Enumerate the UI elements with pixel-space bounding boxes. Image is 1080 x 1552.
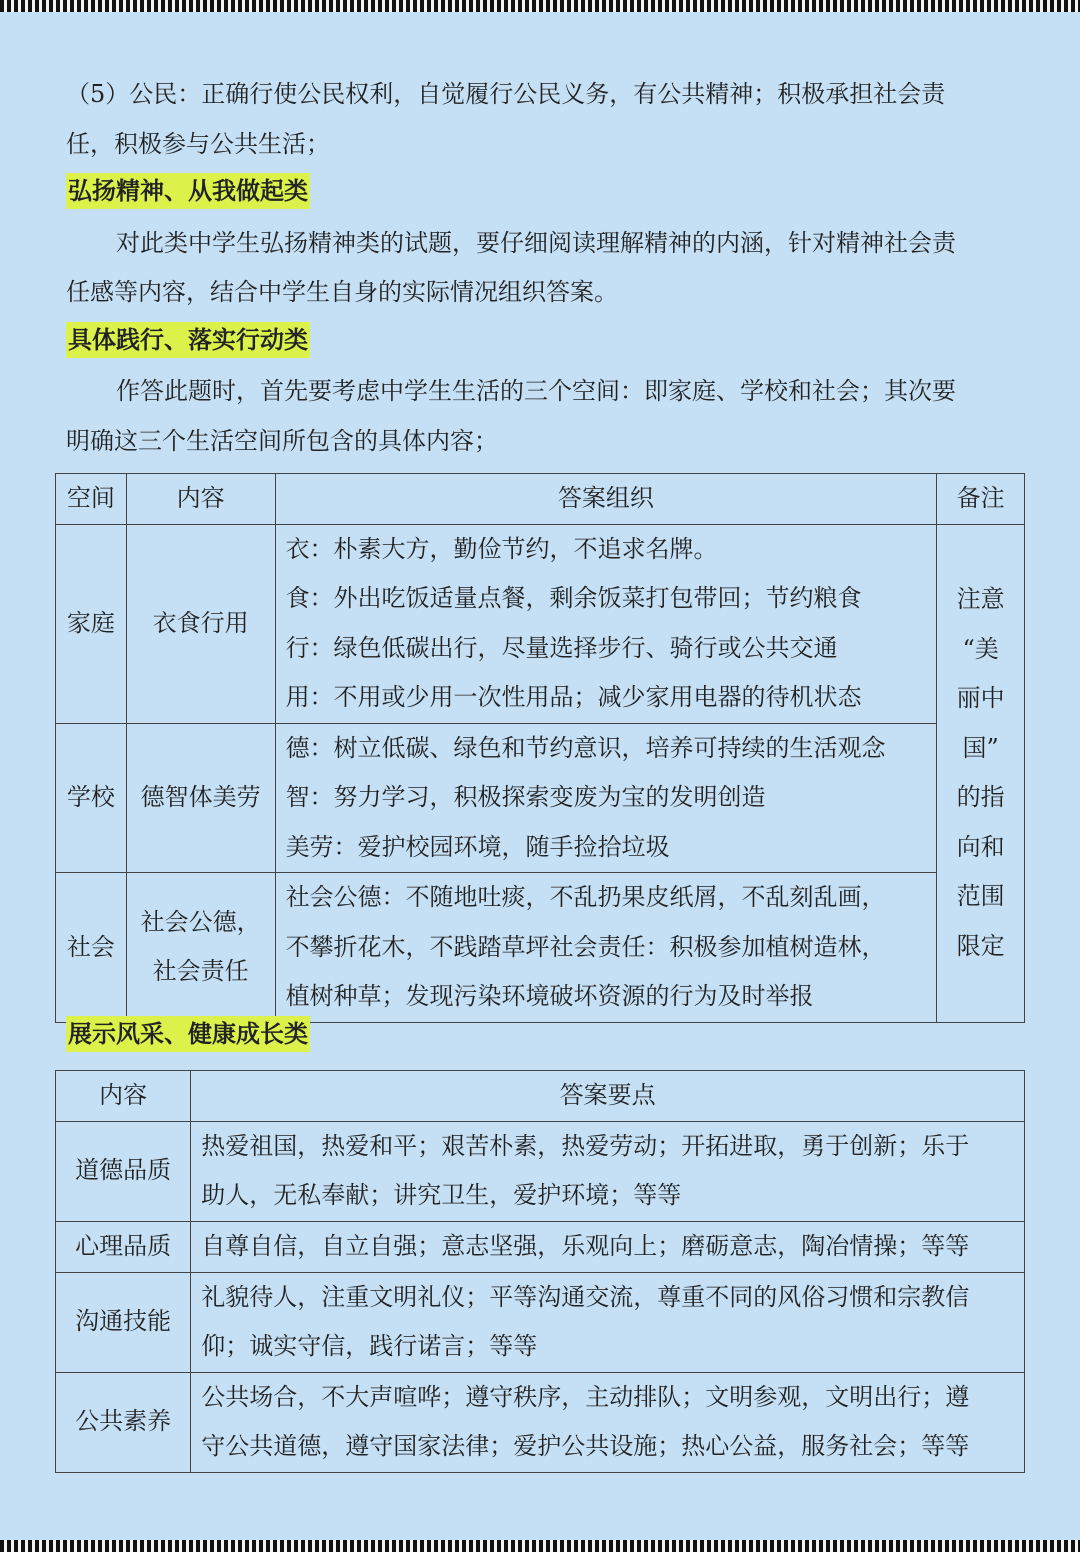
note-line: 的指 bbox=[956, 783, 1005, 811]
content-line: 社会责任 bbox=[152, 957, 249, 986]
answer-line: 智：努力学习，积极探索变废为宝的发明创造 bbox=[285, 783, 766, 811]
quality-label: 公共素养 bbox=[56, 1372, 191, 1472]
answer-cell bbox=[275, 723, 937, 873]
answer-line: 植树种草；发现污染环境破坏资源的行为及时举报 bbox=[285, 982, 814, 1010]
table-row bbox=[56, 1272, 1025, 1372]
table-row bbox=[56, 1372, 1025, 1472]
answer-line: 食：外出吃饭适量点餐，剩余饭菜打包带回；节约粮食 bbox=[285, 584, 862, 612]
bottom-decorative-border bbox=[0, 1540, 1080, 1552]
header-space: 空间 bbox=[56, 474, 127, 525]
section-heading-2: 具体践行、落实行动类 bbox=[66, 322, 310, 358]
answer-line: 衣：朴素大方，勤俭节约，不追求名牌。 bbox=[285, 534, 718, 563]
section-heading-3: 展示风采、健康成长类 bbox=[66, 1016, 310, 1052]
points-line: 热爱祖国，热爱和平；艰苦朴素，热爱劳动；开拓进取，勇于创新；乐于 bbox=[201, 1131, 970, 1160]
quality-points bbox=[191, 1121, 1025, 1221]
points-line: 礼貌待人，注重文明礼仪；平等沟通交流，尊重不同的风俗习惯和宗教信 bbox=[201, 1282, 970, 1311]
space-cell: 学校 bbox=[56, 723, 127, 873]
top-decorative-border bbox=[0, 0, 1080, 12]
note-cell bbox=[937, 524, 1025, 1022]
answer-line: 社会公德：不随地吐痰，不乱扔果皮纸屑，不乱刻乱画， bbox=[285, 883, 886, 911]
quality-points bbox=[191, 1272, 1025, 1372]
points-line: 守公共道德，遵守国家法律；爱护公共设施；热心公益，服务社会；等等 bbox=[201, 1432, 970, 1460]
answer-line: 用：不用或少用一次性用品；减少家用电器的待机状态 bbox=[285, 683, 862, 711]
space-cell: 家庭 bbox=[56, 524, 127, 723]
para1-line-2: 任感等内容，结合中学生自身的实际情况组织答案。 bbox=[66, 278, 618, 306]
para2-line-2: 明确这三个生活空间所包含的具体内容； bbox=[66, 426, 498, 455]
quality-points bbox=[191, 1372, 1025, 1472]
answer-line: 不攀折花木，不践踏草坪社会责任：积极参加植树造林， bbox=[285, 932, 886, 961]
points-line: 自尊自信，自立自强；意志坚强，乐观向上；磨砺意志，陶冶情操；等等 bbox=[201, 1231, 970, 1260]
content-cell bbox=[126, 873, 275, 1023]
content-cell: 德智体美劳 bbox=[126, 723, 275, 873]
table-header-row bbox=[56, 474, 1025, 525]
note-line: 丽中 bbox=[956, 684, 1005, 712]
table-row bbox=[56, 1121, 1025, 1221]
quality-label: 心理品质 bbox=[56, 1221, 191, 1272]
space-cell: 社会 bbox=[56, 873, 127, 1023]
para1-line-1: 对此类中学生弘扬精神类的试题，要仔细阅读理解精神的内涵，针对精神社会责 bbox=[116, 228, 956, 257]
note-line: 注意 bbox=[956, 585, 1005, 613]
header-content: 内容 bbox=[56, 1071, 191, 1122]
section-heading-1: 弘扬精神、从我做起类 bbox=[66, 173, 310, 209]
note-line: 范围 bbox=[956, 882, 1005, 910]
table-row bbox=[56, 1221, 1025, 1272]
note-line: 限定 bbox=[956, 931, 1005, 960]
points-line: 助人，无私奉献；讲究卫生，爱护环境；等等 bbox=[201, 1181, 682, 1209]
quality-label: 道德品质 bbox=[56, 1121, 191, 1221]
points-line: 仰；诚实守信，践行诺言；等等 bbox=[201, 1332, 538, 1360]
answer-line: 美劳：爱护校园环境，随手捡拾垃圾 bbox=[285, 832, 670, 861]
table-header-row bbox=[56, 1071, 1025, 1122]
para2-line-1: 作答此题时，首先要考虑中学生生活的三个空间：即家庭、学校和社会；其次要 bbox=[116, 377, 956, 405]
answer-cell bbox=[275, 524, 937, 723]
content-line: 社会公德， bbox=[140, 907, 261, 936]
note-line: 向和 bbox=[956, 832, 1005, 861]
note-line: “美 bbox=[962, 634, 999, 663]
header-content: 内容 bbox=[126, 474, 275, 525]
answer-cell bbox=[275, 873, 937, 1023]
civic-line-1: （5）公民：正确行使公民权利，自觉履行公民义务，有公共精神；积极承担社会责 bbox=[66, 80, 946, 108]
answer-line: 德：树立低碳、绿色和节约意识，培养可持续的生活观念 bbox=[285, 733, 886, 762]
qualities-table bbox=[55, 1070, 1025, 1473]
answer-line: 行：绿色低碳出行，尽量选择步行、骑行或公共交通 bbox=[285, 633, 838, 662]
content-cell: 衣食行用 bbox=[126, 524, 275, 723]
quality-points bbox=[191, 1221, 1025, 1272]
table-row bbox=[56, 723, 1025, 873]
points-line: 公共场合，不大声喧哗；遵守秩序，主动排队；文明参观，文明出行；遵 bbox=[201, 1382, 970, 1411]
note-line: 国” bbox=[962, 733, 999, 762]
table-row bbox=[56, 524, 1025, 723]
header-answer-points: 答案要点 bbox=[191, 1071, 1025, 1122]
header-note: 备注 bbox=[937, 474, 1025, 525]
table-row bbox=[56, 873, 1025, 1023]
civic-line-2: 任，积极参与公共生活； bbox=[66, 129, 330, 158]
header-answer: 答案组织 bbox=[275, 474, 937, 525]
intro-section bbox=[66, 70, 1016, 466]
quality-label: 沟通技能 bbox=[56, 1272, 191, 1372]
practice-table bbox=[55, 473, 1025, 1023]
section-heading-3-wrap bbox=[66, 1016, 310, 1052]
